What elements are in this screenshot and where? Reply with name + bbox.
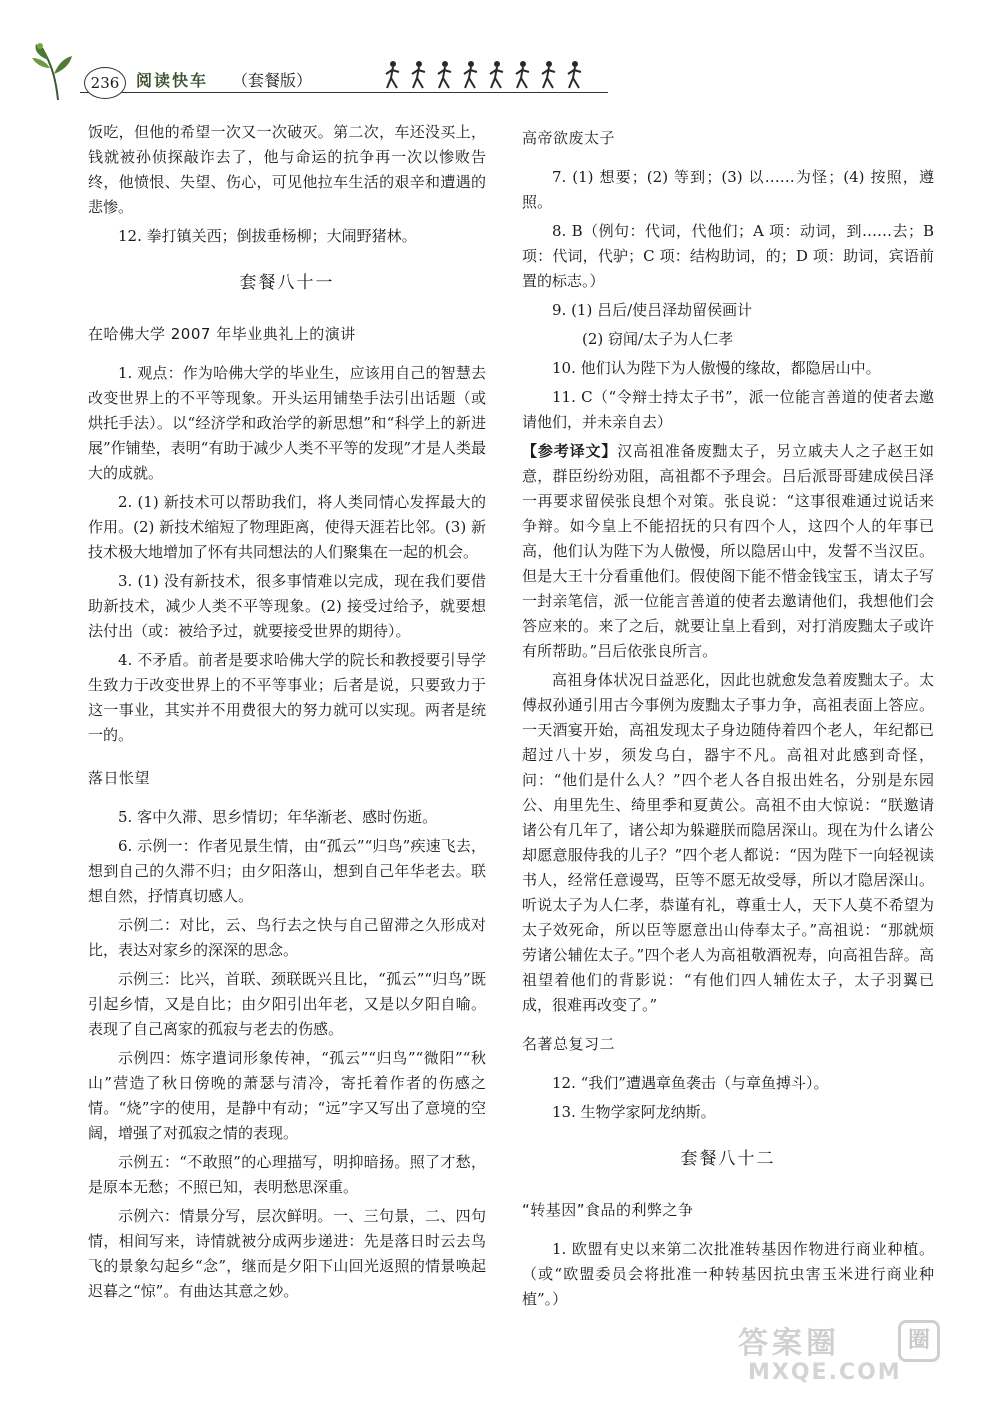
watermark-url: MXQE.COM: [748, 1360, 902, 1385]
watermark-text: 答案圈: [738, 1326, 840, 1361]
page-header: [28, 40, 608, 102]
translation-label: 【参考译文】: [522, 442, 618, 460]
section-title-classics: 名著总复习二: [522, 1035, 616, 1053]
answer-item-13: 13. 生物学家阿龙纳斯。: [552, 1103, 716, 1121]
answer-paragraph: 饭吃，但他的希望一次又一次破灭。第二次，车还没买上，钱就被孙侦探敲诈去了，他与命运的抗争再一次以惨败告终，他愤恨、失望、伤心，可见他拉车生活的艰辛和遭遇的悲惨。: [88, 123, 486, 216]
section-title-gaodi: 高帝欲废太子: [522, 129, 616, 147]
right-column: [522, 120, 934, 1312]
answer-item-4: 4. 不矛盾。前者是要求哈佛大学的院长和教授要引导学生致力于改变世界上的不平等事业；后者是说，只要致力于这一事业，其实并不用费很大的努力就可以实现。两者是统一的。: [88, 651, 486, 744]
series-title: 阅读快车: [136, 71, 209, 90]
example-3: 示例三：比兴，首联、颈联既兴且比，“孤云”“归鸟”既引起乡情，又是自比；由夕阳引出年老，又是以夕阳自喻。表现了自己离家的孤寂与老去的伤感。: [88, 970, 486, 1038]
section-title-harvard: 在哈佛大学 2007 年毕业典礼上的演讲: [88, 325, 356, 343]
answer-item-12: 12. 拳打镇关西；倒拔垂杨柳；大闹野猪林。: [118, 227, 417, 245]
example-2: 示例二：对比，云、鸟行去之快与自己留滞之久形成对比，表达对家乡的深深的思念。: [88, 916, 486, 959]
section-title-gmo: “转基因”食品的利弊之争: [522, 1201, 694, 1219]
running-figures-icon: [383, 58, 603, 98]
answer-item-7: 7. (1) 想要；(2) 等到；(3) 以……为怪；(4) 按照，遵照。: [522, 168, 934, 211]
edition-label: （套餐版）: [232, 71, 313, 90]
answer-item-1: 1. 观点：作为哈佛大学的毕业生，应该用自己的智慧去改变世界上的不平等现象。开头运用铺垫手法引出话题（或烘托手法）。以“经济学和政治学的新思想”和“科学上的新进展”作铺垫，表明“有助于减少人类不平等的发现”才是人类最大的成就。: [88, 364, 487, 482]
answer-item-3: 3. (1) 没有新技术，很多事情难以完成，现在我们要借助新技术，减少人类不平等现象。(2) 接受过给予，就要想法付出（或：被给予过，就要接受世界的期待）。: [88, 572, 486, 640]
answer-item-9a: 9. (1) 吕后/使吕泽劫留侯画计: [552, 301, 753, 319]
example-6: 示例六：情景分写，层次鲜明。一、三句景，二、四句情，相间写来，诗情就被分成两步递进：先是落日时云去鸟飞的景象勾起乡“念”，继而是夕阳下山回光返照的情景唤起迟暮之“惊”。有曲达其意之妙。: [88, 1207, 486, 1300]
translation-paragraph-1: [522, 439, 934, 664]
translation-text-1: 汉高祖准备废黜太子，另立戚夫人之子赵王如意，群臣纷纷劝阻，高祖都不予理会。吕后派哥哥建成侯吕泽一再要求留侯张良想个对策。张良说：“这事很难通过说话来争辩。如今皇上不能招抚的只有四个人，这四个人的年事已高，他们认为陛下为人傲慢，所以隐居山中，发誓不当汉臣。但是大王十分看重他们。假使阁下能不惜金钱宝玉，请太子写一封亲笔信，派一位能言善道的使者去邀请他们，我想他们会答应来的。来了之后，就要让皇上看到，对打消废黜太子或许有所帮助。”吕后依张良所言。: [522, 442, 934, 660]
watermark-badge: 圈: [898, 1320, 940, 1362]
answer-item-8: 8. B（例句：代词，代他们；A 项：动词，到……去；B 项：代词，代驴；C 项：结构助词，的；D 项：助词，宾语前置的标志。）: [522, 222, 934, 290]
page-number: 236: [84, 67, 126, 99]
example-5: 示例五：“不敢照”的心理描写，明抑暗扬。照了才愁，是原本无愁；不照已知，表明愁思深重。: [88, 1153, 486, 1196]
answer-item-2: 2. (1) 新技术可以帮助我们，将人类同情心发挥最大的作用。(2) 新技术缩短了物理距离，使得天涯若比邻。(3) 新技术极大地增加了怀有共同想法的人们聚集在一起的机会。: [88, 493, 486, 561]
answer-item-6: 6. 示例一：作者见景生情，由“孤云”“归鸟”疾速飞去，想到自己的久滞不归；由夕阳落山，想到自己年华老去。联想自然，抒情真切感人。: [88, 837, 486, 905]
answer-item-11: 11. C（“令辩士持太子书”，派一位能言善道的使者去邀请他们，并未亲自去）: [522, 388, 934, 431]
section-title-sunset: 落日怅望: [88, 769, 151, 787]
left-column: [88, 120, 486, 1304]
set-title-82: 套餐八十二: [680, 1149, 776, 1169]
answer-item-10: 10. 他们认为陛下为人傲慢的缘故，都隐居山中。: [552, 359, 881, 377]
answer-item-9b: (2) 窃闻/太子为人仁孝: [582, 330, 734, 348]
answer-item-12b: 12. “我们”遭遇章鱼袭击（与章鱼搏斗）。: [552, 1074, 829, 1092]
translation-paragraph-2: 高祖身体状况日益恶化，因此也就愈发急着废黜太子。太傅叔孙通引用古今事例为废黜太子事力争，高祖表面上答应。一天酒宴开始，高祖发现太子身边随侍着四个老人，年纪都已超过八十岁，须发乌白，器宇不凡。高祖对此感到奇怪，问：“他们是什么人？”四个老人各自报出姓名，分别是东园公、甪里先生、绮里季和夏黄公。高祖不由大惊说：“朕邀请诸公有几年了，诸公却为躲避朕而隐居深山。现在为什么诸公却愿意服侍我的儿子？”四个老人都说：“因为陛下一向轻视读书人，经常任意谩骂，臣等不愿无故受辱，所以才隐居深山。听说太子为人仁孝，恭谨有礼，尊重士人，天下人莫不希望为太子效死命，所以臣等愿意出山侍奉太子。”高祖说：“那就烦劳诸公辅佐太子。”四个老人为高祖敬酒祝寿，向高祖告辞。高祖望着他们的背影说：“有他们四人辅佐太子，太子羽翼已成，很难再改变了。”: [522, 671, 934, 1014]
watermark: [728, 1318, 978, 1390]
plant-sprig-icon: [28, 40, 88, 102]
answer-item-1b: 1. 欧盟有史以来第二次批准转基因作物进行商业种植。（或“欧盟委员会将批准一种转基因抗虫害玉米进行商业种植”。）: [522, 1240, 934, 1308]
example-4: 示例四：炼字遣词形象传神，“孤云”“归鸟”“微阳”“秋山”营造了秋日傍晚的萧瑟与清冷，寄托着作者的伤感之情。“烧”字的使用，是静中有动；“远”字又写出了意境的空阔，增强了对孤寂之情的表现。: [88, 1049, 486, 1142]
answer-item-5: 5. 客中久滞、思乡情切；年华渐老、感时伤逝。: [118, 808, 438, 826]
set-title-81: 套餐八十一: [239, 273, 335, 293]
